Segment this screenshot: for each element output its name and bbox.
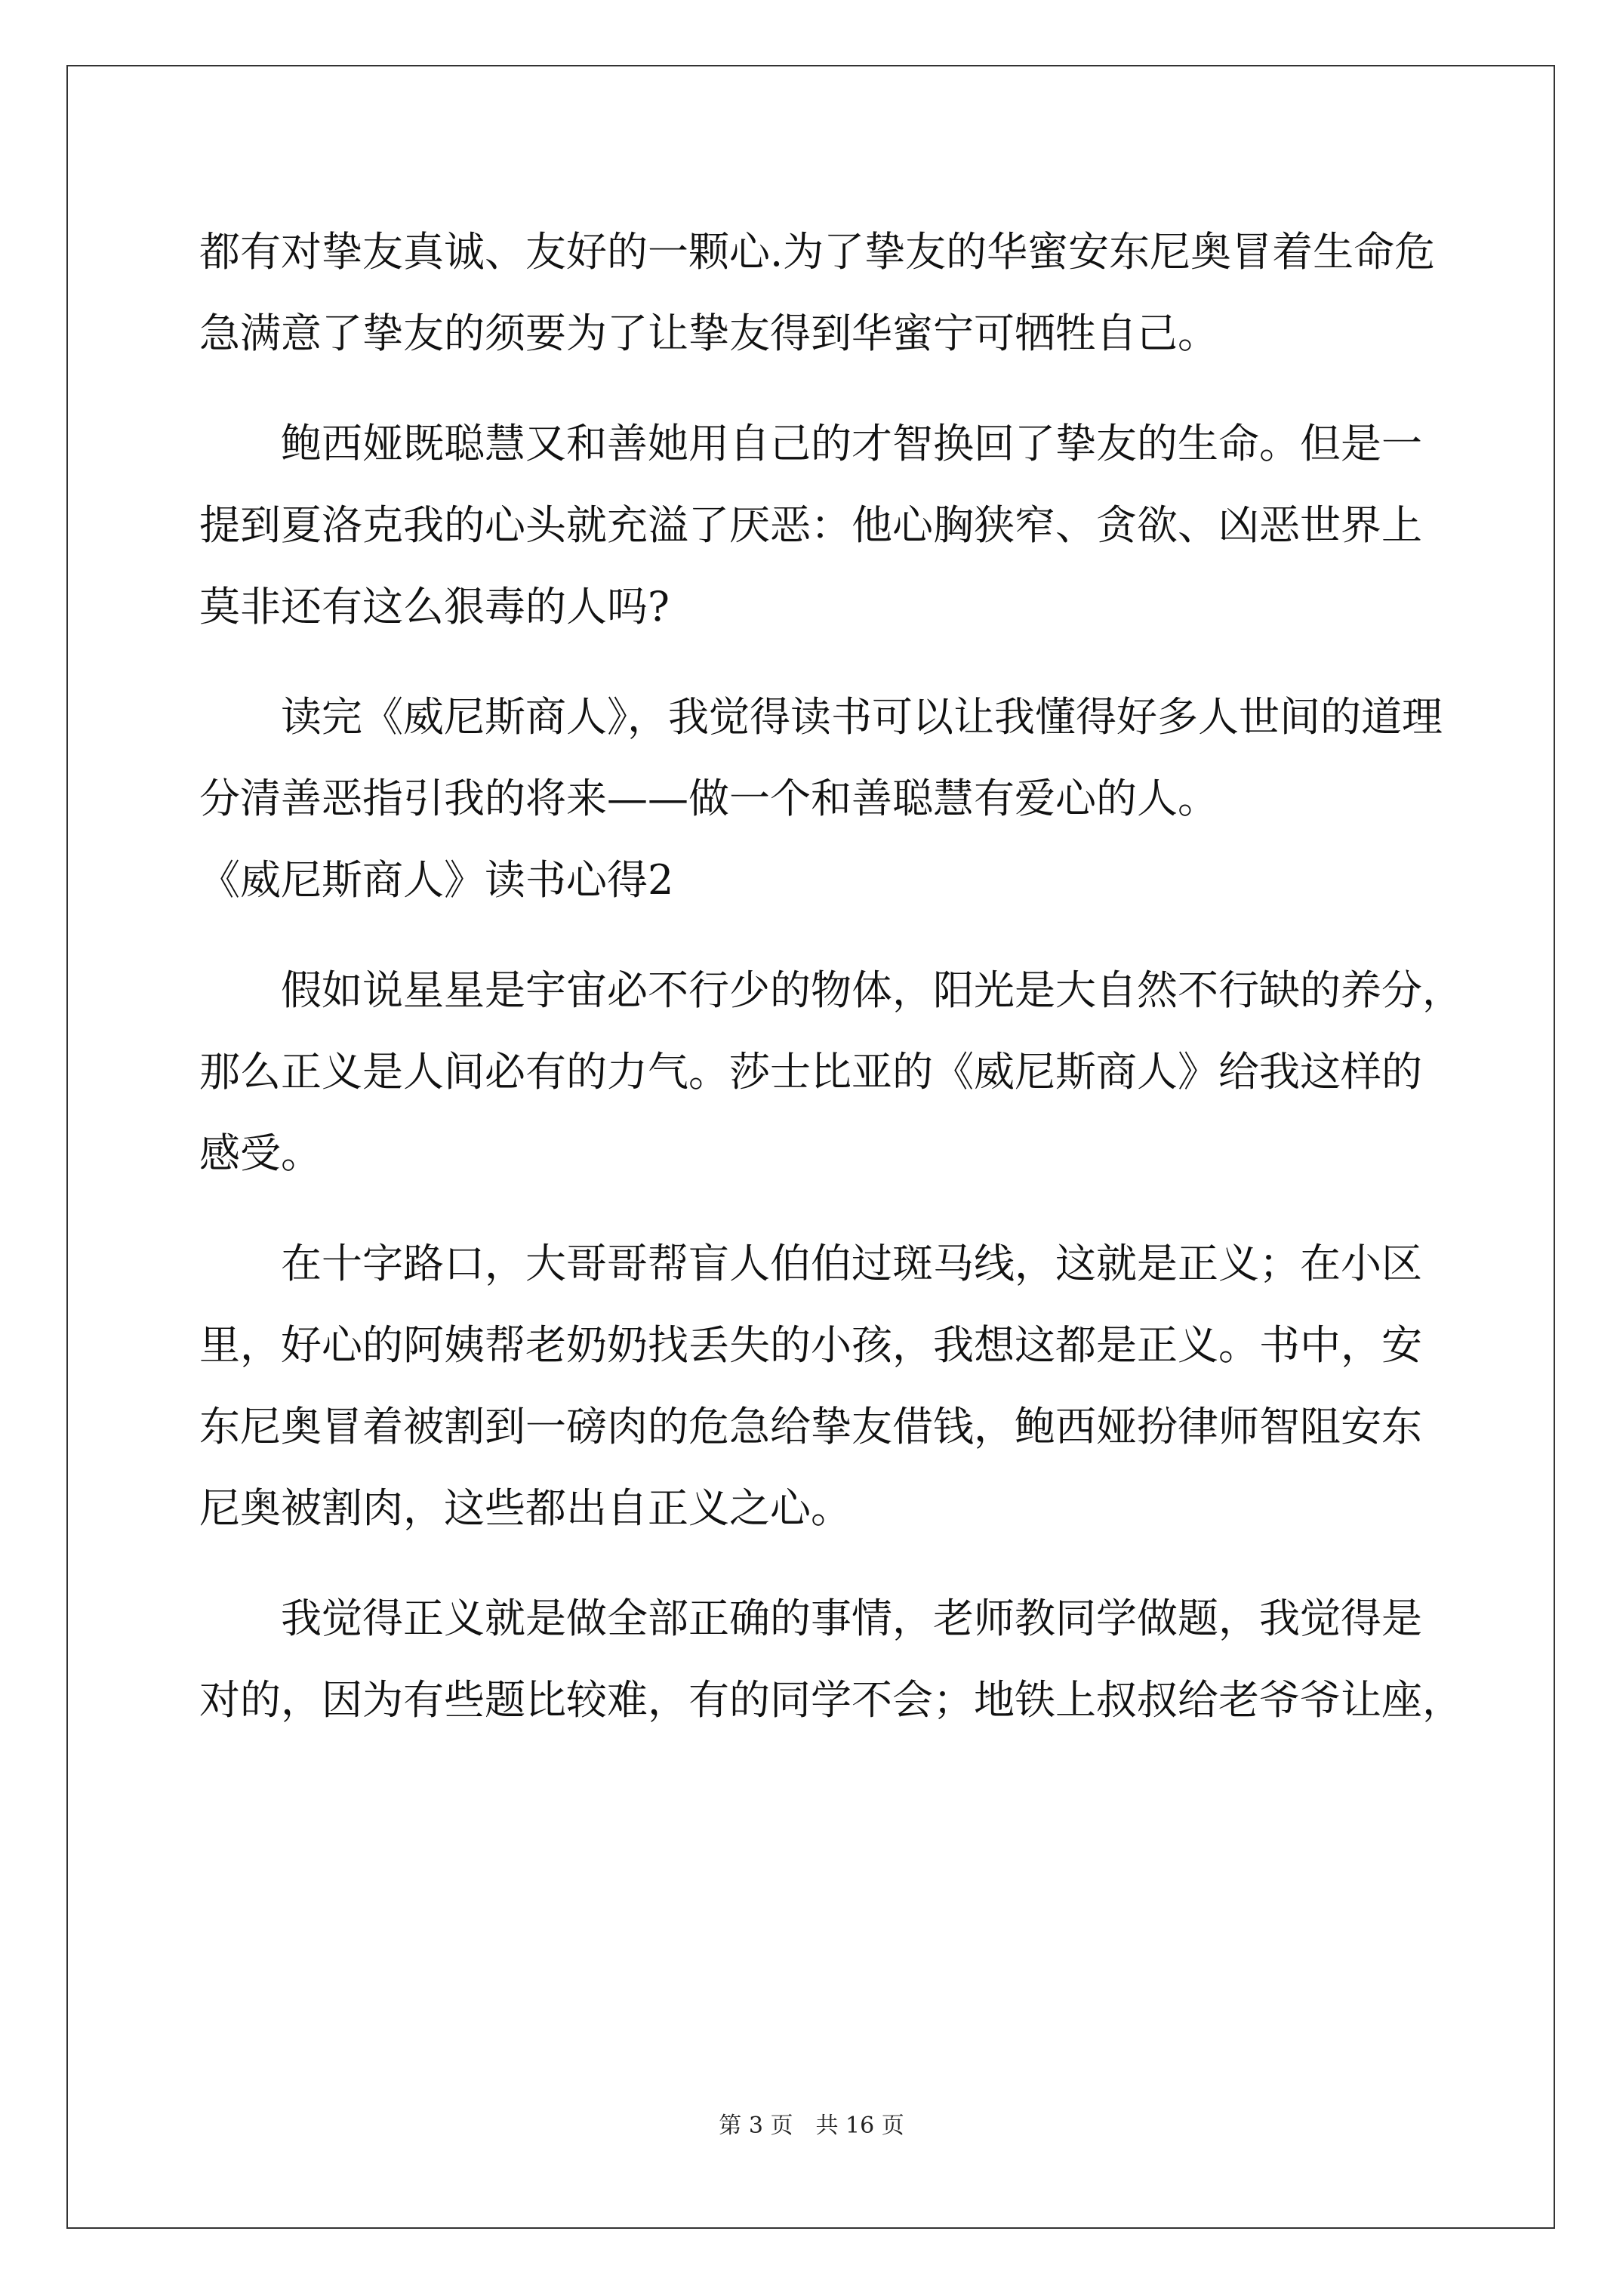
document-body bbox=[199, 211, 1463, 1741]
text-line: 对的，因为有些题比较难，有的同学不会；地铁上叔叔给老爷爷让座， bbox=[199, 1676, 1463, 1724]
text-line: 感受。 bbox=[199, 1130, 322, 1177]
text-line: 读完《威尼斯商人》，我觉得读书可以让我懂得好多人世间的道理 bbox=[281, 693, 1443, 741]
section-heading: 《威尼斯商人》读书心得2 bbox=[199, 856, 674, 904]
text-line: 在十字路口，大哥哥帮盲人伯伯过斑马线，这就是正义；在小区 bbox=[281, 1240, 1422, 1287]
text-line: 急满意了挚友的须要为了让挚友得到华蜜宁可牺牲自己。 bbox=[199, 310, 1218, 357]
text-line: 我觉得正义就是做全部正确的事情，老师教同学做题，我觉得是 bbox=[281, 1595, 1422, 1642]
text-line: 莫非还有这么狠毒的人吗? bbox=[199, 583, 670, 630]
text-line: 里，好心的阿姨帮老奶奶找丢失的小孩，我想这都是正义。书中，安 bbox=[199, 1321, 1422, 1369]
text-line: 都有对挚友真诚、友好的一颗心.为了挚友的华蜜安东尼奥冒着生命危 bbox=[199, 228, 1436, 276]
page-number-footer: 第 3 页 共 16 页 bbox=[719, 2113, 904, 2139]
text-line: 那么正义是人间必有的力气。莎士比亚的《威尼斯商人》给我这样的 bbox=[199, 1048, 1422, 1096]
text-line: 东尼奥冒着被割到一磅肉的危急给挚友借钱，鲍西娅扮律师智阻安东 bbox=[199, 1403, 1422, 1450]
text-line: 分清善恶指引我的将来——做一个和善聪慧有爱心的人。 bbox=[199, 775, 1218, 822]
text-line: 假如说星星是宇宙必不行少的物体，阳光是大自然不行缺的养分， bbox=[281, 966, 1463, 1014]
text-line: 鲍西娅既聪慧又和善她用自己的才智换回了挚友的生命。但是一 bbox=[281, 420, 1422, 467]
text-line: 提到夏洛克我的心头就充溢了厌恶：他心胸狭窄、贪欲、凶恶世界上 bbox=[199, 501, 1422, 549]
text-line: 尼奥被割肉，这些都出自正义之心。 bbox=[199, 1484, 852, 1532]
